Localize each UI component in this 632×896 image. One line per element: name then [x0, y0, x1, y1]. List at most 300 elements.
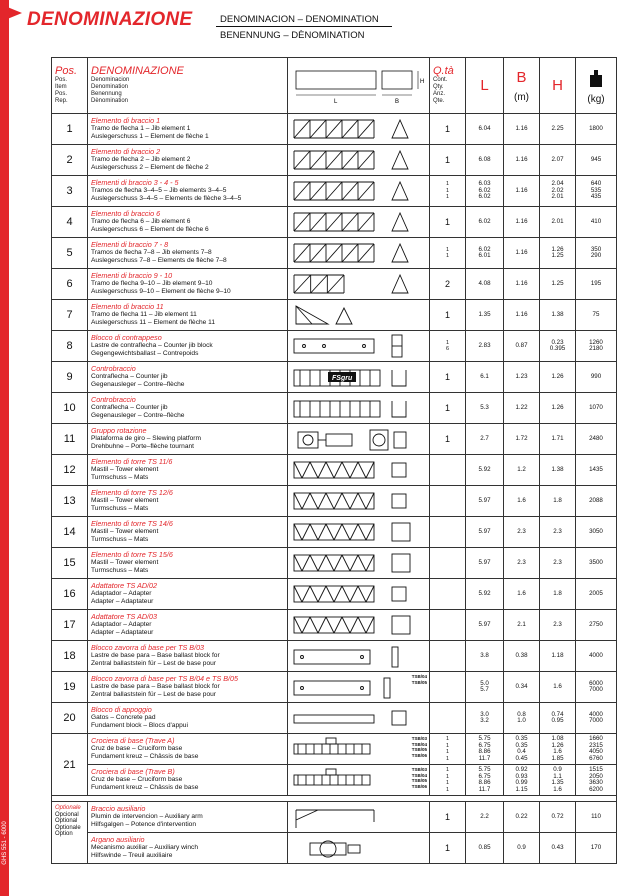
row-width-value: 0.4	[517, 748, 526, 755]
component-drawing	[288, 238, 430, 269]
table-row	[52, 300, 617, 331]
row-position: 15	[52, 548, 88, 579]
row-quantity-value: 1	[444, 310, 450, 320]
row-position: 13	[52, 486, 88, 517]
row-length-value: 5.3	[480, 403, 489, 411]
row-position: 4	[52, 207, 88, 238]
component-drawing	[288, 641, 430, 672]
row-width-value: 1.16	[515, 217, 528, 225]
row-width	[504, 734, 540, 765]
row-length-value: 6.02	[478, 193, 491, 201]
row-denomination	[88, 424, 288, 455]
row-quantity-value: 1	[444, 434, 450, 444]
denomination-line1: Lastre de contraflecha – Counter jib block	[91, 342, 213, 349]
denomination-line2: Turmschuss – Mats	[91, 474, 149, 481]
component-drawing	[288, 362, 430, 393]
row-weight	[576, 548, 617, 579]
row-position: 7	[52, 300, 88, 331]
row-height	[540, 641, 576, 672]
row-weight	[576, 331, 617, 362]
row-height	[540, 176, 576, 207]
denomination-italian: Controbraccio	[91, 395, 136, 404]
row-length	[466, 331, 504, 362]
row-height-value: 1.38	[551, 465, 564, 473]
row-denomination	[88, 145, 288, 176]
ballast-tags	[412, 736, 427, 758]
row-position: 2	[52, 145, 88, 176]
row-width	[504, 486, 540, 517]
row-height	[540, 765, 576, 796]
row-length-value: 6.75	[478, 772, 491, 780]
row-denomination	[88, 393, 288, 424]
row-position: 9	[52, 362, 88, 393]
row-width	[504, 238, 540, 269]
row-position: 8	[52, 331, 88, 362]
row-weight	[576, 393, 617, 424]
row-length-value: 8.86	[478, 779, 491, 786]
row-width	[504, 833, 540, 864]
denomination-line1: Tramo de flecha 6 – Jib element 6	[91, 218, 191, 225]
row-length	[466, 703, 504, 734]
component-drawing	[288, 331, 430, 362]
row-quantity-value: 1	[445, 194, 450, 201]
denomination-line2: Turmschuss – Mats	[91, 505, 149, 512]
row-width-value: 2.3	[517, 558, 526, 566]
row-weight	[576, 641, 617, 672]
row-quantity	[430, 703, 466, 734]
row-height-value: 1.26	[551, 741, 564, 749]
row-height	[540, 114, 576, 145]
row-denomination	[88, 672, 288, 703]
row-length-value: 5.97	[478, 527, 491, 535]
row-length	[466, 579, 504, 610]
row-length-value: 5.97	[478, 558, 491, 566]
row-width-value: 0.34	[515, 682, 528, 690]
row-length-value: 5.97	[478, 620, 491, 628]
row-height-value: 1.08	[551, 735, 564, 742]
row-length	[466, 672, 504, 703]
row-length-value: 11.7	[478, 785, 491, 793]
row-width-value: 1.16	[515, 248, 528, 256]
table-row	[52, 734, 617, 765]
row-height-value: 1.8	[553, 496, 562, 504]
row-width-value: 1.16	[515, 186, 528, 194]
row-quantity	[430, 238, 466, 269]
svg-text:FSgru: FSgru	[332, 375, 353, 382]
row-quantity-value: 1	[445, 780, 450, 786]
denomination-line2: Hilfswinde – Treuil auxiliaire	[91, 852, 173, 859]
component-drawing	[288, 672, 430, 703]
row-quantity	[430, 300, 466, 331]
row-weight-value: 7000	[589, 686, 603, 693]
row-weight	[576, 765, 617, 796]
row-width-value: 0.92	[515, 766, 528, 773]
row-denomination	[88, 765, 288, 796]
denomination-line2: Gegengewichtsballast – Contrepoids	[91, 350, 199, 357]
row-length-value: 3.2	[480, 717, 489, 724]
row-height-value: 1.26	[551, 403, 564, 411]
row-quantity-value: 1	[445, 181, 450, 188]
table-row	[52, 579, 617, 610]
row-quantity	[430, 548, 466, 579]
optional-label-lang: Optional	[55, 818, 78, 824]
table-row	[52, 703, 617, 734]
row-width	[504, 145, 540, 176]
row-height-value: 2.3	[553, 558, 562, 566]
row-height	[540, 672, 576, 703]
row-quantity-value: 1	[445, 786, 450, 793]
row-height-value: 1.85	[551, 754, 564, 762]
denomination-line1: Contraflecha – Counter jib	[91, 404, 168, 411]
page-subtitle-2: BENENNUNG – DÈNOMINATION	[220, 30, 365, 41]
denomination-line1: Tramo de flecha 11 – Jib element 11	[91, 311, 197, 318]
row-width	[504, 300, 540, 331]
table-row	[52, 362, 617, 393]
table-row	[52, 455, 617, 486]
row-width	[504, 517, 540, 548]
row-weight-value: 2180	[589, 345, 603, 352]
row-quantity	[430, 269, 466, 300]
row-quantity-value: 1	[444, 372, 450, 382]
row-length-value: 4.08	[478, 279, 491, 287]
side-model-label: GHS 551 - 6000	[2, 821, 8, 865]
table-row	[52, 207, 617, 238]
ballast-tag: TSB/04	[411, 772, 427, 778]
denomination-line2: Adapter – Adaptateur	[91, 629, 154, 636]
row-width	[504, 114, 540, 145]
row-width-value: 1.6	[517, 496, 526, 504]
row-width-value: 1.16	[515, 124, 528, 132]
component-drawing	[288, 734, 430, 765]
row-quantity-value: 1	[445, 736, 450, 742]
row-length	[466, 424, 504, 455]
row-weight-value: 410	[590, 217, 602, 225]
row-height	[540, 362, 576, 393]
denomination-line1: Mastil – Tower element	[91, 559, 159, 566]
row-weight	[576, 486, 617, 517]
row-length-value: 2.83	[478, 341, 491, 349]
row-width-value: 1.16	[515, 279, 528, 287]
row-width	[504, 579, 540, 610]
row-width	[504, 207, 540, 238]
row-length	[466, 833, 504, 864]
row-weight-value: 990	[590, 372, 602, 380]
row-length-value: 6.04	[478, 124, 491, 132]
denomination-line2: Gegenausleger – Contre–flèche	[91, 412, 185, 419]
row-denomination	[88, 269, 288, 300]
row-quantity	[430, 393, 466, 424]
row-width	[504, 548, 540, 579]
ballast-tag: TSB/03	[411, 736, 427, 741]
row-length-value: 5.75	[478, 766, 491, 773]
denomination-line1: Plataforma de giro – Slewing platform	[91, 435, 201, 442]
row-height-value: 0.72	[551, 812, 564, 820]
row-width-value: 0.45	[515, 754, 528, 762]
row-length-value: 6.02	[478, 217, 491, 225]
components-table	[51, 57, 617, 864]
row-denomination	[88, 362, 288, 393]
pos-header: Pos. Pos. Item Pos. Rep.	[52, 58, 88, 114]
left-red-bar	[0, 0, 9, 896]
table-row	[52, 424, 617, 455]
row-length-value: 3.8	[480, 651, 489, 659]
row-denomination	[88, 114, 288, 145]
row-quantity-value: 1	[445, 742, 450, 749]
table-row	[52, 610, 617, 641]
row-weight-value: 4000	[589, 651, 603, 659]
row-weight-value: 1435	[589, 465, 603, 473]
denomination-line1: Tramos de flecha 3–4–5 – Jib elements 3–4–5	[91, 187, 227, 194]
row-length	[466, 238, 504, 269]
row-weight	[576, 300, 617, 331]
row-height	[540, 610, 576, 641]
row-weight	[576, 734, 617, 765]
row-quantity	[430, 176, 466, 207]
row-weight-value: 3500	[589, 558, 603, 566]
row-quantity-value: 1	[445, 253, 450, 259]
denomination-line1: Mastil – Tower element	[91, 528, 159, 535]
row-weight-value: 4000	[589, 710, 603, 718]
row-width-value: 0.9	[517, 843, 526, 851]
denomination-line1: Mecanismo auxiliar – Auxiliary winch	[91, 844, 199, 851]
ballast-tags	[412, 767, 427, 789]
row-weight	[576, 703, 617, 734]
table-row	[52, 517, 617, 548]
row-weight-value: 2005	[589, 589, 603, 597]
row-length-value: 6.03	[478, 180, 491, 188]
row-quantity-value: 1	[445, 187, 450, 194]
row-weight-value: 2050	[589, 772, 603, 780]
row-quantity	[430, 672, 466, 703]
row-position: 5	[52, 238, 88, 269]
row-width-value: 1.6	[517, 589, 526, 597]
denomination-line2: Auslegerschuss 9–10 – Element de flèche 9–10	[91, 288, 231, 295]
row-weight-value: 75	[592, 310, 600, 318]
row-height	[540, 238, 576, 269]
row-width	[504, 362, 540, 393]
row-denomination	[88, 486, 288, 517]
row-quantity-value: 1	[444, 155, 450, 165]
b-header: B (m)	[504, 58, 540, 114]
h-header: H	[540, 58, 576, 114]
row-length	[466, 765, 504, 796]
row-length	[466, 610, 504, 641]
row-height	[540, 331, 576, 362]
row-height-value: 1.1	[553, 772, 562, 780]
denomination-line1: Tramo de flecha 2 – Jib element 2	[91, 156, 191, 163]
row-weight-value: 170	[590, 843, 602, 851]
row-weight	[576, 269, 617, 300]
component-drawing	[288, 548, 430, 579]
row-length-value: 5.92	[478, 589, 491, 597]
row-quantity	[430, 641, 466, 672]
row-weight	[576, 424, 617, 455]
row-position: 20	[52, 703, 88, 734]
table-header-row	[52, 58, 617, 114]
denomination-line2: Auslegerschuss 1 – Element de flèche 1	[91, 133, 209, 140]
table-row	[52, 238, 617, 269]
row-height	[540, 145, 576, 176]
denomination-line2: Auslegerschuss 3–4–5 – Elements de flèche 3–4–5	[91, 195, 242, 202]
row-width	[504, 610, 540, 641]
component-drawing	[288, 393, 430, 424]
row-quantity-value: 1	[445, 246, 450, 253]
row-weight	[576, 610, 617, 641]
denomination-italian: Argano ausiliario	[91, 835, 145, 844]
row-height-value: 1.8	[553, 589, 562, 597]
page-subtitle-1: DENOMINACION – DENOMINATION	[220, 14, 379, 25]
row-height-value: 1.71	[551, 434, 564, 442]
optional-label-lang: Option	[55, 831, 73, 837]
denomination-italian: Blocco di appoggio	[91, 705, 152, 714]
row-height-value: 1.35	[551, 779, 564, 786]
ballast-tag: TSB/05	[411, 747, 427, 752]
row-position: 12	[52, 455, 88, 486]
row-weight	[576, 145, 617, 176]
row-weight-value: 1660	[589, 735, 603, 742]
denomination-line2: Fundament block – Blocs d'appui	[91, 722, 188, 729]
row-quantity	[430, 145, 466, 176]
row-length-value: 11.7	[478, 754, 491, 762]
row-quantity	[430, 486, 466, 517]
row-length-value: 5.92	[478, 465, 491, 473]
row-quantity	[430, 331, 466, 362]
optional-row	[52, 833, 617, 864]
row-weight-value: 110	[591, 812, 601, 820]
denomination-line2: Adapter – Adaptateur	[91, 598, 154, 605]
row-quantity-value: 1	[445, 773, 450, 780]
denomination-line1: Gatos – Concrete pad	[91, 714, 156, 721]
row-quantity	[430, 734, 466, 765]
denomination-line2: Fundament kreuz – Châssis de base	[91, 753, 199, 760]
row-length-value: 6.08	[478, 155, 491, 163]
row-position: 14	[52, 517, 88, 548]
row-denomination	[88, 176, 288, 207]
row-width	[504, 331, 540, 362]
row-height	[540, 548, 576, 579]
row-width-value: 0.87	[515, 341, 528, 349]
svg-text:B: B	[395, 98, 400, 105]
table-row	[52, 548, 617, 579]
row-height-value: 1.25	[551, 252, 564, 259]
row-width	[504, 802, 540, 833]
row-height-value: 2.02	[551, 186, 564, 194]
row-position: 3	[52, 176, 88, 207]
denomination-italian: Gruppo rotazione	[91, 426, 147, 435]
row-quantity-value: 1	[444, 403, 450, 413]
ballast-tag: TSB/06	[411, 783, 427, 789]
row-height	[540, 269, 576, 300]
row-height	[540, 734, 576, 765]
row-quantity: 1	[430, 833, 466, 864]
denomination-line1: Tramos de flecha 7–8 – Jib elements 7–8	[91, 249, 212, 256]
denomination-line2: Auslegerschuss 7–8 – Elements de flèche 7–8	[91, 257, 227, 264]
denomination-italian: Adattatore TS AD/02	[91, 581, 158, 590]
row-denomination	[88, 300, 288, 331]
component-drawing	[288, 610, 430, 641]
row-height-value: 0.23	[551, 338, 564, 346]
denomination-italian: Elemento di braccio 6	[91, 209, 161, 218]
row-weight	[576, 114, 617, 145]
row-width	[504, 393, 540, 424]
ballast-tag: TSB/05	[411, 679, 427, 685]
row-length	[466, 393, 504, 424]
component-drawing	[288, 300, 430, 331]
row-height-value: 2.01	[551, 193, 564, 201]
denomination-italian: Blocco di contrappeso	[91, 333, 162, 342]
l-header: L	[466, 58, 504, 114]
row-width-value: 0.38	[515, 651, 528, 659]
denomination-line1: Adaptador – Adapter	[91, 590, 152, 597]
row-length	[466, 145, 504, 176]
denomination-line2: Drehbuhne – Porte–flèche tournant	[91, 443, 195, 450]
component-drawing	[288, 486, 430, 517]
row-weight-value: 1260	[589, 338, 603, 346]
row-quantity	[430, 765, 466, 796]
row-height	[540, 802, 576, 833]
denomination-line1: Cruz de base – Cruciform base	[91, 745, 183, 752]
component-drawing	[288, 802, 430, 833]
row-height-value: 1.25	[551, 279, 564, 287]
row-width-value: 0.8	[517, 710, 526, 718]
row-height	[540, 517, 576, 548]
row-height	[540, 300, 576, 331]
row-weight-value: 6000	[589, 679, 603, 687]
row-weight	[576, 833, 617, 864]
row-width	[504, 765, 540, 796]
row-length-value: 6.02	[478, 245, 491, 253]
row-width-value: 0.99	[515, 779, 528, 786]
row-height	[540, 579, 576, 610]
row-height-value: 1.6	[553, 785, 562, 793]
row-weight-value: 2750	[589, 620, 603, 628]
row-length-value: 0.85	[478, 843, 491, 851]
row-weight	[576, 802, 617, 833]
row-height-value: 1.6	[553, 748, 562, 755]
table-row	[52, 393, 617, 424]
ballast-tag: TSB/03	[411, 767, 427, 772]
row-quantity	[430, 114, 466, 145]
row-weight-value: 7000	[589, 717, 603, 724]
row-width	[504, 455, 540, 486]
row-weight-value: 2088	[589, 496, 603, 504]
component-drawing	[288, 207, 430, 238]
table-row	[52, 114, 617, 145]
row-width	[504, 672, 540, 703]
row-quantity-value: 1	[444, 217, 450, 227]
row-denomination	[88, 331, 288, 362]
row-width-value: 1.23	[515, 372, 528, 380]
ballast-tag: TSB/04	[411, 741, 427, 747]
table-row	[52, 145, 617, 176]
row-width-value: 1.16	[515, 310, 528, 318]
row-length-value: 6.01	[478, 252, 491, 259]
row-width-value: 1.22	[515, 403, 528, 411]
denomination-italian: Elemento di braccio 11	[91, 302, 164, 311]
row-width	[504, 424, 540, 455]
row-quantity-value: 1	[444, 124, 450, 134]
table-row	[52, 176, 617, 207]
optional-label	[52, 802, 88, 864]
row-length-value: 6.1	[480, 372, 489, 380]
dimension-diagram-header	[288, 58, 430, 114]
component-drawing	[288, 765, 430, 796]
row-height-value: 2.25	[551, 124, 564, 132]
row-position: 21	[52, 734, 88, 796]
row-length-value: 5.97	[478, 496, 491, 504]
row-length-value: 1.35	[478, 310, 491, 318]
row-height-value: 2.01	[551, 217, 564, 225]
